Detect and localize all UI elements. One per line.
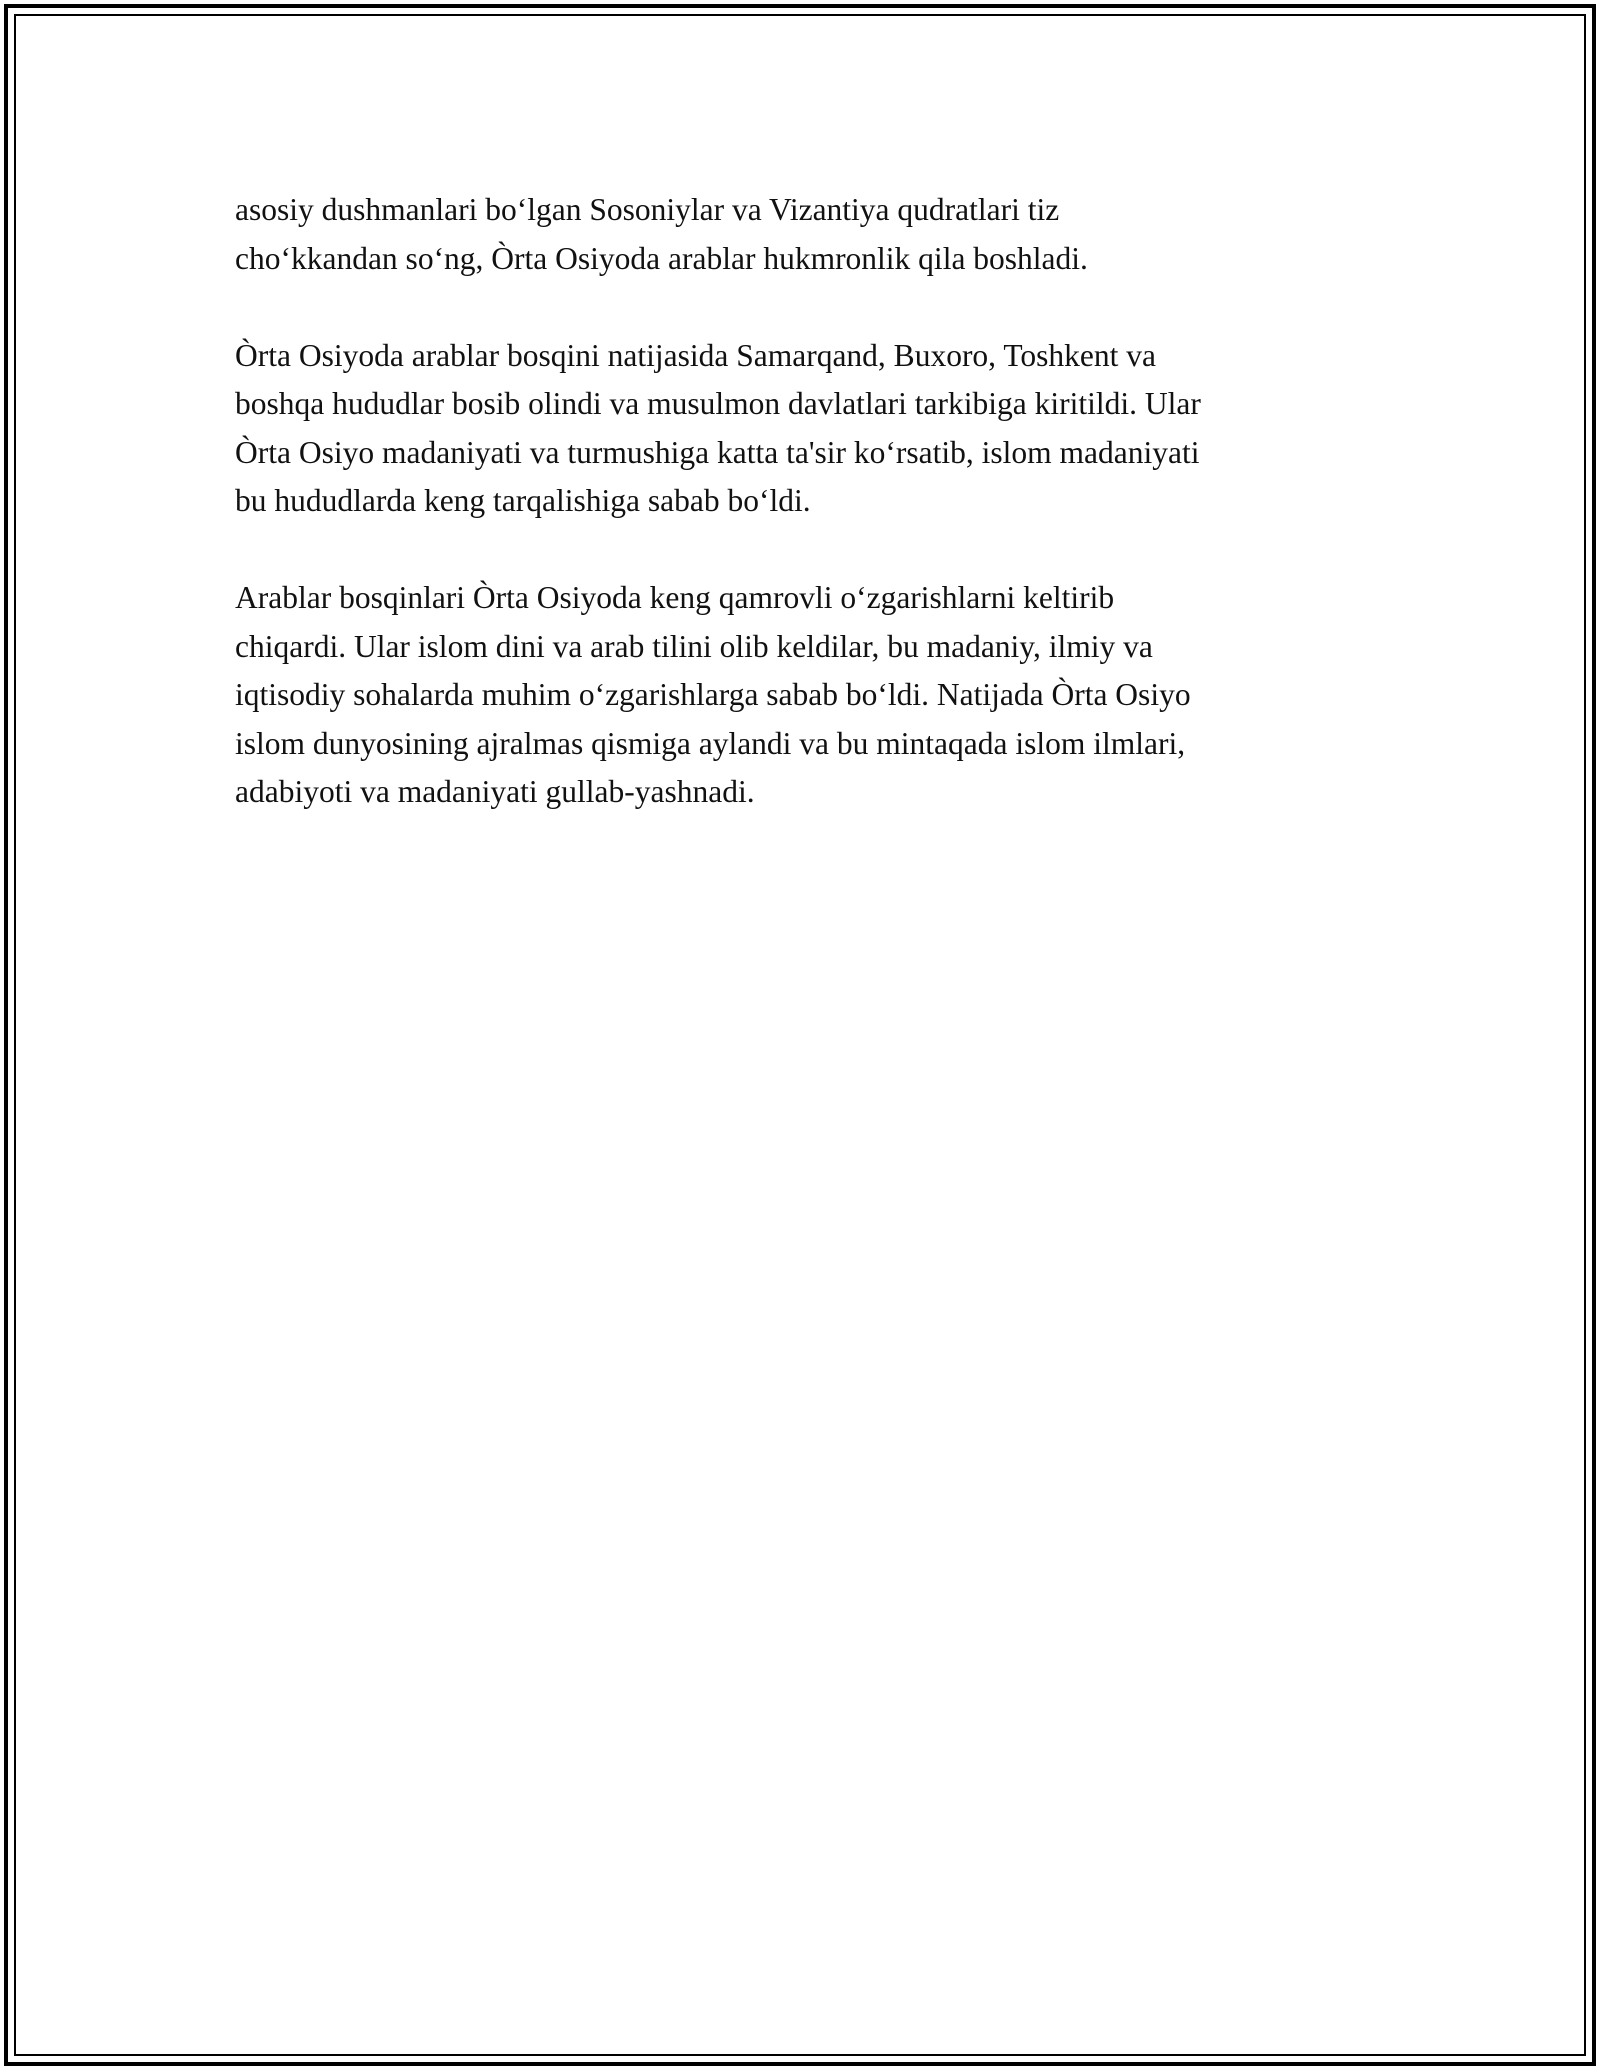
- text-line: bu hududlarda keng tarqalishiga sabab bo‘ldi.: [235, 483, 811, 518]
- text-line: Òrta Osiyo madaniyati va turmushiga katta ta'sir ko‘rsatib, islom madaniyati: [235, 434, 1200, 470]
- text-line: Òrta Osiyoda arablar bosqini natijasida Samarqand, Buxoro, Toshkent va: [235, 337, 1157, 373]
- text-line: cho‘kkandan so‘ng, Òrta Osiyoda arablar hukmronlik qila boshladi.: [235, 240, 1088, 276]
- text-line: asosiy dushmanlari bo‘lgan Sosoniylar va Vizantiya qudratlari tiz: [235, 192, 1060, 227]
- text-line: chiqardi. Ular islom dini va arab tilini olib keldilar, bu madaniy, ilmiy va: [235, 628, 1153, 664]
- paragraph-1: [235, 186, 1375, 283]
- text-line: islom dunyosining ajralmas qismiga aylandi va bu mintaqada islom ilmlari,: [235, 725, 1186, 761]
- paragraph-3: [235, 574, 1375, 817]
- text-line: boshqa hududlar bosib olindi va musulmon davlatlari tarkibiga kiritildi. Ular: [235, 386, 1201, 421]
- text-line: Arablar bosqinlari Òrta Osiyoda keng qamrovli o‘zgarishlarni keltirib: [235, 580, 1115, 615]
- text-line: adabiyoti va madaniyati gullab-yashnadi.: [235, 774, 755, 809]
- document-body: [235, 186, 1375, 865]
- paragraph-2: [235, 332, 1375, 526]
- text-line: iqtisodiy sohalarda muhim o‘zgarishlarga sabab bo‘ldi. Natijada Òrta Osiyo: [235, 677, 1191, 712]
